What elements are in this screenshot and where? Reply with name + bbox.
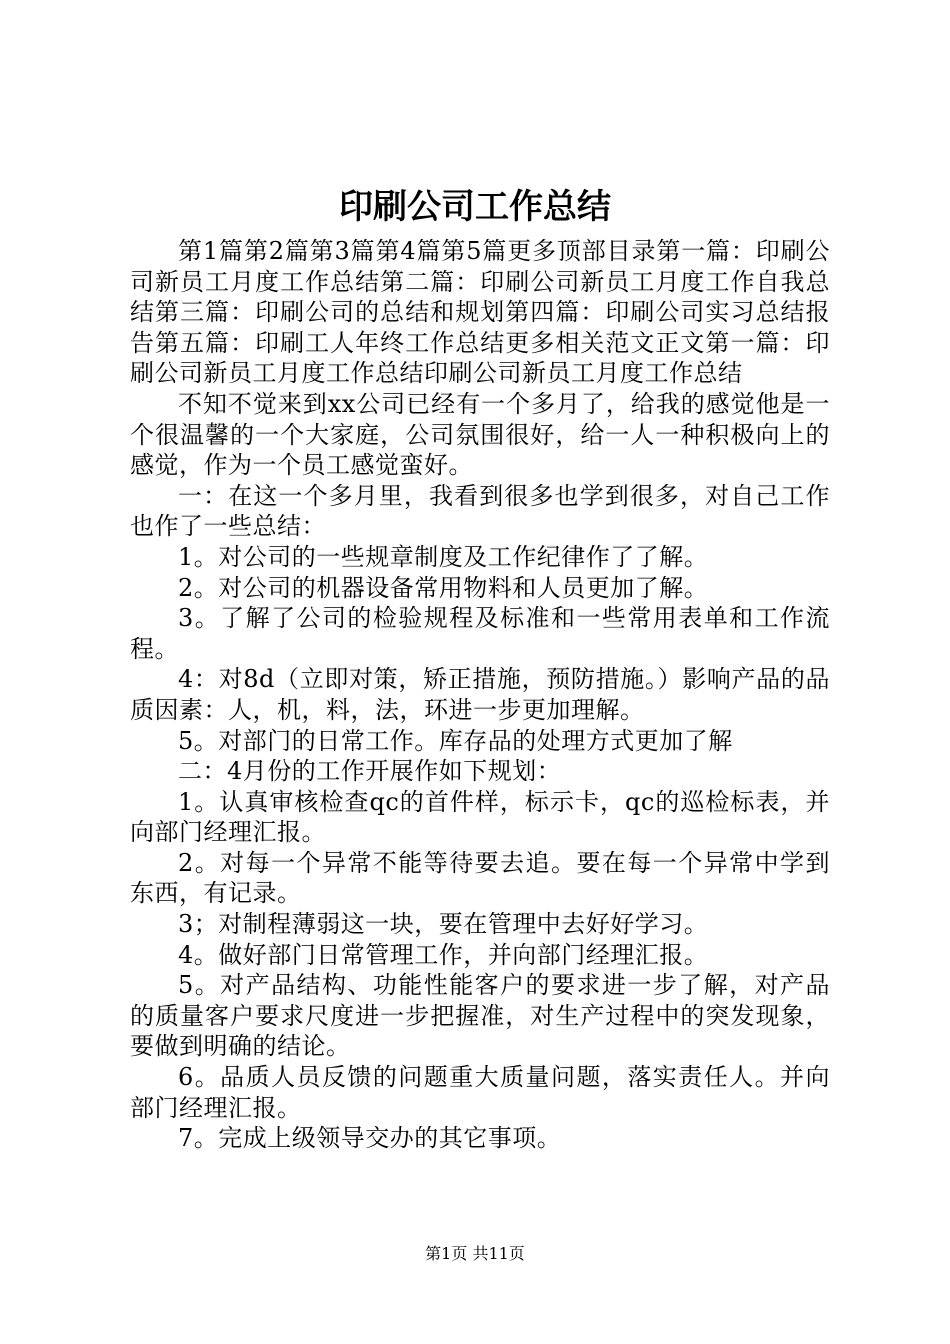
list-item: 2。对公司的机器设备常用物料和人员更加了解。 <box>178 573 709 602</box>
paragraph-toc: 第1篇第2篇第3篇第4篇第5篇更多顶部目录第一篇：印刷公司新员工月度工作总结第二篇：印刷公司新员工月度工作自我总结第三篇：印刷公司的总结和规划第四篇：印刷公司实习总结报告第五篇：印刷工人年终工作总结更多相关范文正文第一篇：印刷公司新员工月度工作总结印刷公司新员工月度工作总结 <box>130 237 830 388</box>
page-footer: 第1页 共11页 <box>425 1244 525 1263</box>
list-item: 1。对公司的一些规章制度及工作纪律作了了解。 <box>178 542 709 571</box>
list-item: 1。认真审核检查qc的首件样，标示卡，qc的巡检标表，并向部门经理汇报。 <box>130 787 830 847</box>
list-item: 6。品质人员反馈的问题重大质量问题，落实责任人。并向部门经理汇报。 <box>130 1063 830 1122</box>
list-item: 5。对产品结构、功能性能客户的要求进一步了解，对产品的质量客户要求尺度进一步把握准，对生产过程中的突发现象，要做到明确的结论。 <box>130 971 830 1061</box>
list-item: 5。对部门的日常工作。库存品的处理方式更加了解 <box>178 726 733 755</box>
paragraph-intro: 不知不觉来到xx公司已经有一个多月了，给我的感觉他是一个很温馨的一个大家庭，公司氛围很好，给一人一种积极向上的感觉，作为一个员工感觉蛮好。 <box>130 389 830 480</box>
page-title: 印刷公司工作总结 <box>339 187 611 227</box>
list-item: 2。对每一个异常不能等待要去追。要在每一个异常中学到东西，有记录。 <box>130 848 830 908</box>
list-item: 3。了解了公司的检验规程及标准和一些常用表单和工作流程。 <box>130 604 830 663</box>
list-item: 3；对制程薄弱这一块，要在管理中去好好学习。 <box>178 910 709 939</box>
list-item: 4。做好部门日常管理工作，并向部门经理汇报。 <box>178 940 709 969</box>
paragraph-section-one: 一：在这一个多月里，我看到很多也学到很多，对自己工作也作了一些总结： <box>130 481 830 541</box>
document-body <box>130 236 830 1154</box>
paragraph-section-two: 二：4月份的工作开展作如下规划： <box>178 757 562 786</box>
list-item: 7。完成上级领导交办的其它事项。 <box>178 1124 562 1153</box>
list-item: 4：对8d（立即对策，矫正措施，预防措施。）影响产品的品质因素：人，机，料，法，环进一步更加理解。 <box>130 665 830 724</box>
